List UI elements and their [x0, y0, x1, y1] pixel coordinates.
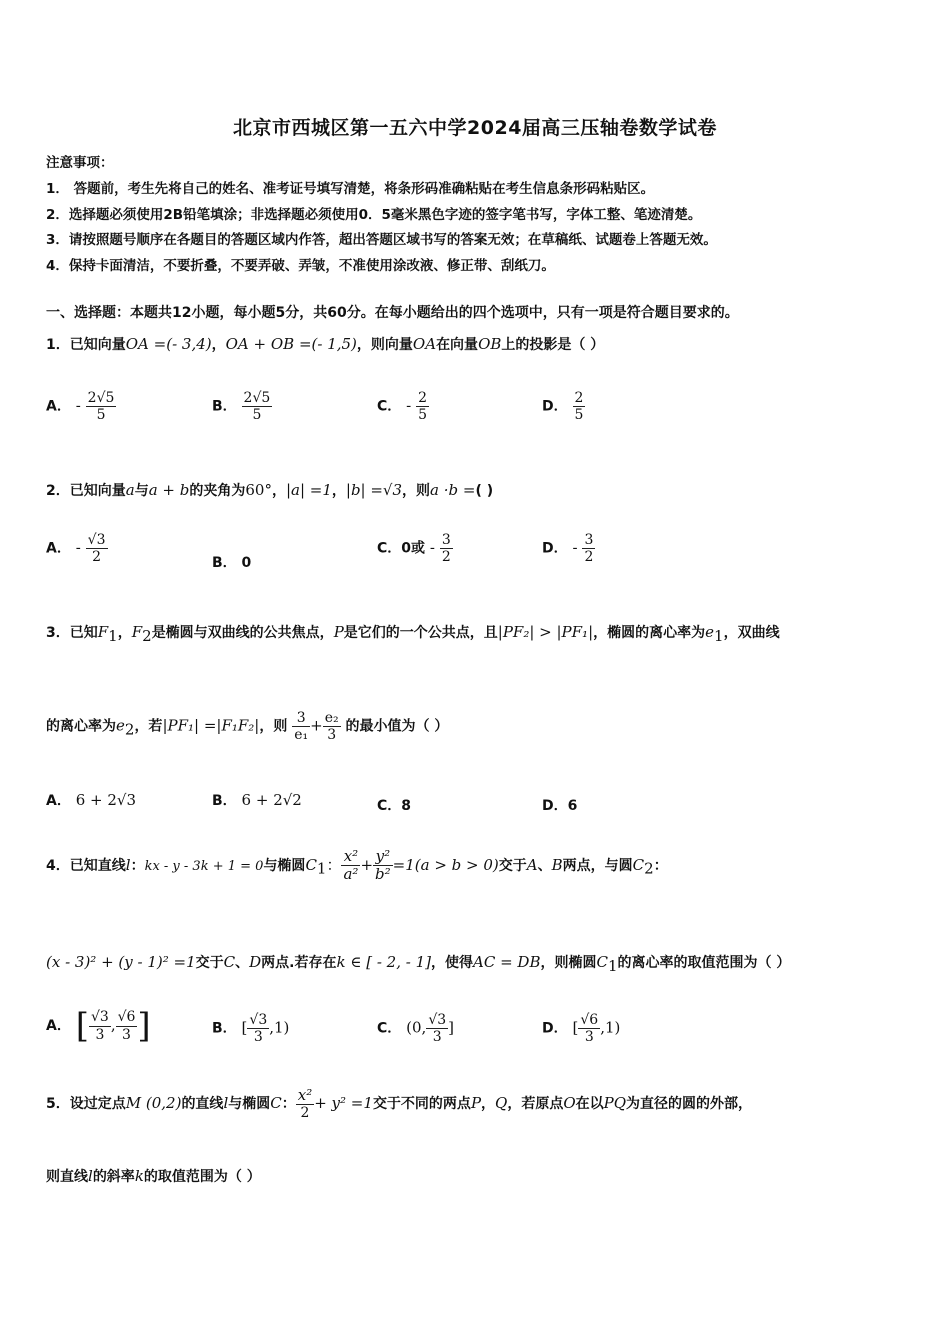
math-expr: C — [270, 1094, 282, 1113]
question-text: 在以 — [575, 1096, 604, 1113]
fraction — [323, 710, 341, 743]
option-sign: - — [429, 538, 435, 557]
math-expr: PQ — [603, 1094, 627, 1113]
question-text: ，则椭圆 — [540, 955, 597, 971]
denominator: 5 — [252, 407, 262, 424]
question-text: 在向量 — [436, 337, 479, 353]
option-d[interactable] — [542, 390, 585, 423]
question-5 — [46, 1087, 752, 1121]
subscript: 2 — [644, 859, 654, 878]
option-value: 6 + 2√2 — [241, 791, 302, 809]
option-value: 6 — [567, 798, 578, 814]
question-number: 1．已知向量 — [46, 337, 126, 353]
option-c[interactable] — [377, 532, 453, 565]
denominator: 2 — [584, 549, 594, 566]
option-b[interactable] — [212, 390, 272, 423]
fraction — [292, 710, 310, 743]
denominator: b² — [375, 865, 391, 884]
math-expr: e — [705, 623, 715, 641]
notice-heading: 注意事项： — [46, 155, 114, 171]
numerator: x² — [341, 848, 360, 866]
option-value: 0或 — [401, 540, 426, 557]
option-label: C． — [377, 1020, 402, 1037]
numerator: √3 — [249, 1012, 268, 1028]
option-fraction — [582, 532, 595, 565]
math-expr: C — [305, 855, 317, 874]
math-expr: C — [223, 953, 236, 971]
option-fraction — [242, 390, 273, 423]
option-d[interactable] — [542, 795, 577, 815]
option-fraction — [86, 532, 108, 565]
question-text: 的斜率 — [92, 1169, 135, 1185]
math-expr: A — [526, 855, 538, 874]
notice-item: 3．请按照题号顺序在各题目的答题区域内作答，超出答题区域书写的答案无效；在草稿纸、试题卷上答题无效。 — [46, 232, 717, 248]
question-text: 是椭圆与双曲线的公共焦点， — [151, 625, 334, 641]
numerator: x² — [297, 1086, 313, 1104]
numerator: √3 — [428, 1012, 447, 1028]
option-fraction — [426, 1012, 448, 1045]
separator: ， — [117, 625, 132, 641]
question-3 — [46, 622, 780, 645]
option-label: D． — [542, 798, 568, 814]
question-text: ，双曲线 — [723, 625, 780, 641]
option-label: B． — [212, 793, 237, 809]
fraction — [341, 848, 360, 884]
question-4 — [46, 848, 668, 884]
question-text: 与 — [134, 483, 149, 499]
numerator: e₂ — [324, 710, 339, 726]
question-5-cont — [46, 1166, 261, 1186]
separator: ： — [653, 857, 668, 874]
numerator: y² — [373, 848, 393, 866]
question-number: 3．已知 — [46, 625, 98, 641]
question-text: ，若原点 — [507, 1096, 564, 1113]
math-expr: |PF₂| > |PF₁| — [497, 623, 594, 641]
option-fraction — [440, 532, 453, 565]
question-text: 两点.若存在 — [261, 955, 337, 971]
numerator: 2√5 — [87, 390, 115, 406]
option-label: A． — [46, 1018, 71, 1034]
denominator: 3 — [327, 727, 337, 744]
question-3-cont — [46, 710, 448, 743]
math-expr: OA — [412, 335, 437, 353]
question-2 — [46, 480, 493, 500]
question-text: 的直线 — [181, 1096, 224, 1113]
math-expr: B — [551, 855, 563, 874]
numerator: 3 — [292, 710, 310, 727]
option-value: 0 — [241, 555, 252, 571]
numerator: √3 — [87, 532, 106, 548]
option-a[interactable] — [46, 532, 108, 565]
denominator: 5 — [574, 407, 584, 424]
question-text: ( ) — [475, 483, 494, 499]
math-expr: |PF₁| =|F₁F₂| — [162, 716, 260, 735]
numerator: √6 — [580, 1012, 599, 1028]
separator: ， — [271, 483, 286, 499]
subscript: 1 — [316, 859, 327, 878]
option-c[interactable] — [377, 390, 429, 423]
math-expr: C — [596, 953, 608, 971]
question-text: 与椭圆 — [228, 1096, 271, 1113]
separator: 、 — [537, 857, 552, 874]
option-c[interactable] — [377, 795, 411, 815]
separator: ： — [326, 855, 342, 874]
numerator: 2√5 — [243, 390, 271, 406]
option-label: B． — [212, 555, 237, 571]
option-label: A． — [46, 793, 71, 809]
option-sign: - — [406, 396, 412, 415]
math-expr: AC = DB — [473, 953, 541, 971]
option-sign: - — [572, 538, 578, 557]
denominator: e₁ — [294, 727, 309, 744]
separator: ： — [130, 857, 145, 874]
question-text: ，则 — [402, 483, 431, 499]
denominator: 3 — [584, 1029, 594, 1046]
numerator: √6 — [117, 1009, 136, 1026]
option-fraction — [89, 1009, 111, 1042]
option-label: D． — [542, 1020, 568, 1037]
question-text: ，使得 — [431, 955, 473, 971]
math-expr: P — [470, 1094, 482, 1113]
math-expr: (x - 3)² + (y - 1)² =1 — [46, 953, 196, 971]
option-fraction — [116, 1009, 138, 1042]
denominator: 3 — [95, 1026, 105, 1043]
question-text: 的夹角为 — [189, 483, 246, 499]
option-c[interactable] — [377, 1012, 454, 1045]
subscript: 1 — [607, 956, 618, 975]
bracket: ,1) — [600, 1018, 621, 1037]
math-expr: e — [116, 716, 125, 735]
option-sign: - — [75, 396, 81, 415]
option-label: C． — [377, 798, 402, 814]
denominator: 3 — [253, 1029, 263, 1046]
denominator: 2 — [441, 549, 451, 566]
bracket: [ — [241, 1018, 248, 1037]
option-fraction — [86, 390, 117, 423]
option-fraction — [416, 390, 429, 423]
math-expr: k — [134, 1167, 144, 1185]
math-expr: 60° — [245, 481, 272, 499]
denominator: 3 — [122, 1026, 131, 1043]
question-number: 5．设过定点 — [46, 1096, 126, 1113]
question-4-cont — [46, 952, 790, 975]
separator: ， — [481, 1096, 496, 1113]
question-text: 为直径的圆的外部， — [626, 1096, 753, 1113]
math-expr: kx - y - 3k + 1 = 0 — [144, 858, 264, 874]
question-text: 上的投影是（ ） — [501, 337, 605, 353]
math-expr: D — [249, 953, 262, 971]
math-expr: |a| =1 — [285, 481, 332, 499]
notice-item: 1． 答题前，考生先将自己的姓名、准考证号填写清楚，将条形码准确粘贴在考生信息条形码粘贴区。 — [46, 181, 655, 197]
question-number: 4．已知直线 — [46, 857, 126, 874]
subscript: 1 — [714, 626, 724, 645]
denominator: 5 — [418, 407, 428, 424]
numerator: √3 — [90, 1009, 109, 1026]
question-text: 的取值范围为（ ） — [143, 1169, 261, 1185]
option-fraction — [247, 1012, 269, 1045]
option-label: C． — [377, 540, 402, 557]
option-fraction — [573, 390, 586, 423]
bracket: [ — [75, 1006, 89, 1046]
option-a[interactable] — [46, 790, 136, 810]
numerator: 3 — [584, 532, 594, 548]
separator: 、 — [235, 955, 250, 971]
math-expr: + y² =1 — [314, 1094, 373, 1113]
option-b[interactable] — [212, 790, 302, 810]
bracket: ,1) — [269, 1018, 290, 1037]
operator: + — [360, 855, 374, 874]
subscript: 2 — [124, 720, 135, 739]
denominator: 2 — [300, 1105, 310, 1122]
bracket: ] — [448, 1018, 455, 1037]
bracket: ] — [137, 1006, 151, 1046]
math-expr: k ∈ [ - 2, - 1] — [336, 953, 431, 971]
option-fraction — [578, 1012, 600, 1045]
separator: ： — [281, 1096, 296, 1113]
question-text: 是它们的一个公共点，且 — [343, 625, 498, 641]
question-text: 与椭圆 — [263, 857, 306, 874]
math-expr: F — [131, 623, 143, 641]
option-label: A． — [46, 398, 71, 415]
subscript: 1 — [108, 626, 118, 645]
math-expr: |b| =√3 — [345, 481, 403, 499]
math-expr: C — [632, 855, 645, 874]
option-value: 6 + 2√3 — [75, 791, 137, 809]
option-sign: - — [75, 538, 81, 557]
numerator: 2 — [574, 390, 584, 406]
math-expr: l — [125, 855, 131, 874]
option-a[interactable] — [46, 390, 116, 423]
question-text: 交于 — [498, 857, 527, 874]
option-b[interactable] — [212, 1012, 289, 1045]
question-text: 则直线 — [46, 1169, 88, 1185]
bracket: [ — [572, 1018, 579, 1037]
bracket: (0, — [406, 1018, 427, 1037]
question-text: 两点，与圆 — [562, 857, 633, 874]
option-label: B． — [212, 1020, 237, 1037]
separator: , — [110, 1016, 116, 1034]
option-label: D． — [542, 540, 568, 557]
subscript: 2 — [142, 626, 152, 645]
math-expr: l — [88, 1167, 93, 1185]
question-text: 的离心率的取值范围为（ ） — [617, 955, 791, 971]
math-expr: Q — [495, 1094, 508, 1113]
question-text: 的最小值为（ ） — [345, 718, 449, 735]
option-label: A． — [46, 540, 71, 557]
question-number: 2．已知向量 — [46, 483, 126, 499]
math-expr: OA =(- 3,4) — [125, 335, 212, 353]
math-expr: OB — [478, 335, 502, 353]
numerator: 2 — [418, 390, 428, 406]
math-expr: l — [223, 1094, 229, 1113]
separator: ， — [211, 337, 226, 353]
fraction — [373, 848, 393, 884]
math-expr: a ·b = — [430, 481, 476, 499]
option-label: D． — [542, 398, 568, 415]
question-text: 的离心率为 — [46, 718, 116, 735]
math-expr: OA + OB =(- 1,5) — [225, 335, 357, 353]
separator: ， — [331, 483, 346, 499]
question-text: 交于 — [195, 955, 224, 971]
question-text: ，若 — [134, 718, 163, 735]
denominator: a² — [343, 865, 359, 884]
math-expr: M (0,2) — [125, 1094, 182, 1113]
option-value: 8 — [401, 798, 412, 814]
numerator: 3 — [441, 532, 451, 548]
math-expr: P — [333, 623, 344, 641]
math-expr: a — [125, 481, 135, 499]
denominator: 3 — [432, 1029, 442, 1046]
option-d[interactable] — [542, 532, 595, 565]
page-title: 北京市西城区第一五六中学2024届高三压轴卷数学试卷 — [233, 117, 717, 139]
math-expr: =1(a > b > 0) — [392, 855, 499, 874]
question-text: ，椭圆的离心率为 — [593, 625, 706, 641]
denominator: 5 — [96, 407, 106, 424]
option-b[interactable] — [212, 552, 251, 572]
notice-item: 2．选择题必须使用2B铅笔填涂；非选择题必须使用0．5毫米黑色字迹的签字笔书写，字体工整、笔迹清楚。 — [46, 207, 702, 223]
math-expr: O — [563, 1094, 576, 1113]
math-expr: a + b — [148, 481, 190, 499]
option-label: C． — [377, 398, 402, 415]
option-a[interactable] — [46, 1006, 151, 1046]
question-text: ，则向量 — [356, 337, 413, 353]
question-text: ，则 — [259, 718, 288, 735]
option-d[interactable] — [542, 1012, 620, 1045]
fraction — [296, 1087, 314, 1121]
operator: + — [310, 716, 323, 735]
section-heading: 一、选择题：本题共12小题，每小题5分，共60分。在每小题给出的四个选项中，只有一项是符合题目要求的。 — [46, 305, 739, 321]
question-1 — [46, 334, 604, 354]
denominator: 2 — [92, 549, 102, 566]
notice-item: 4．保持卡面清洁，不要折叠，不要弄破、弄皱，不准使用涂改液、修正带、刮纸刀。 — [46, 258, 555, 274]
question-text: 交于不同的两点 — [372, 1096, 471, 1113]
option-label: B． — [212, 398, 237, 415]
math-expr: F — [97, 623, 109, 641]
